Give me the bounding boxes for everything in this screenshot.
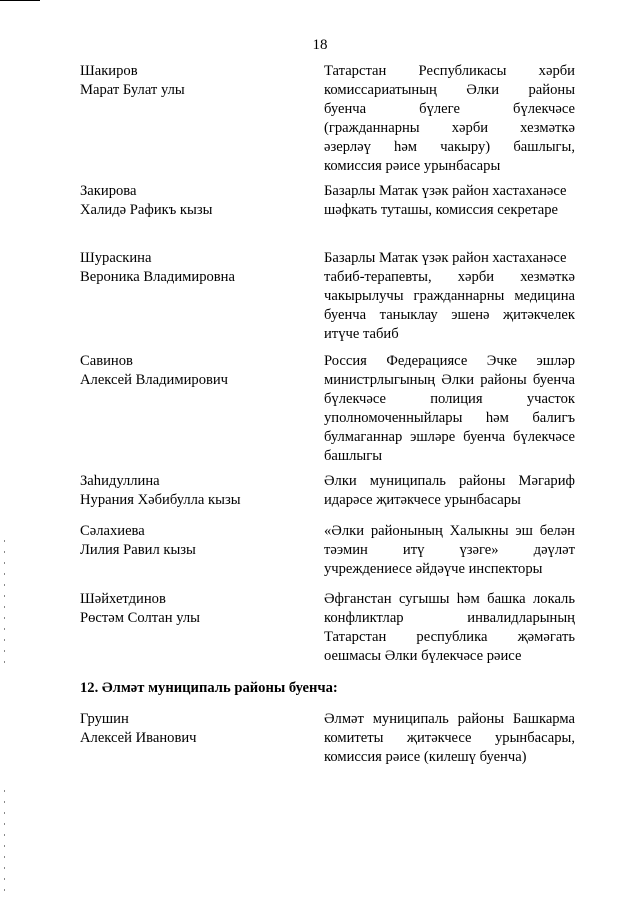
member-position: Әфганстан сугышы һәм башка локаль конфликтлар инвалидларының Татарстан республика җәмәгать оешмасы Әлки бүлекчәсе рәисе — [324, 591, 575, 664]
member-name: Шакиров Марат Булат улы — [80, 63, 185, 98]
member-position: «Әлки районының Халыкны эш белән тәэмин итү үзәге» дәүләт учреждениесе әйдәүче инспекторы — [324, 523, 575, 577]
member-position: Базарлы Матак үзәк район хастаханәсе табиб-терапевты, хәрби хезмәткә чакырылучы гражданнарны медицина буенча таныклау эшенә җитәкчелек итүче табиб — [324, 250, 575, 342]
member-position: Әлмәт муниципаль районы Башкарма комитеты җитәкчесе урынбасары, комиссия рәисе (килешү буенча) — [324, 711, 575, 765]
scan-margin-marks — [4, 540, 6, 672]
member-position: Татарстан Республикасы хәрби комиссариатының Әлки районы буенча бүлеге бүлекчәсе (гражданнарны хәрби хезмәткә әзерләү һәм чакыру) башлыгы, комиссия рәисе урынбасары — [324, 63, 575, 174]
section-heading: 12. Әлмәт муниципаль районы буенча: — [80, 680, 338, 696]
member-name: Шураскина Вероника Владимировна — [80, 250, 235, 285]
member-position: Базарлы Матак үзәк район хастаханәсе шәфкать туташы, комиссия секретаре — [324, 183, 567, 218]
page-number: 18 — [312, 37, 328, 53]
member-name: Заһидуллина Нурания Хәбибулла кызы — [80, 473, 241, 508]
member-name: Шәйхетдинов Рөстәм Солтан улы — [80, 591, 200, 626]
member-name: Закирова Халидә Рафикъ кызы — [80, 183, 213, 218]
member-name: Грушин Алексей Иванович — [80, 711, 197, 746]
member-position: Әлки муниципаль районы Мәгариф идарәсе җитәкчесе урынбасары — [324, 473, 575, 508]
member-name: Савинов Алексей Владимирович — [80, 353, 229, 388]
member-name: Сәлахиева Лилия Равил кызы — [80, 523, 196, 558]
scan-margin-marks — [4, 790, 6, 900]
top-edge-rule — [0, 0, 40, 1]
member-position: Россия Федерациясе Эчке эшләр министрлыгының Әлки районы буенча бүлекчәсе полиция участок уполномоченныйлары һәм балигъ булмаганнар эшләре буенча бүлекчәсе башлыгы — [324, 353, 575, 464]
